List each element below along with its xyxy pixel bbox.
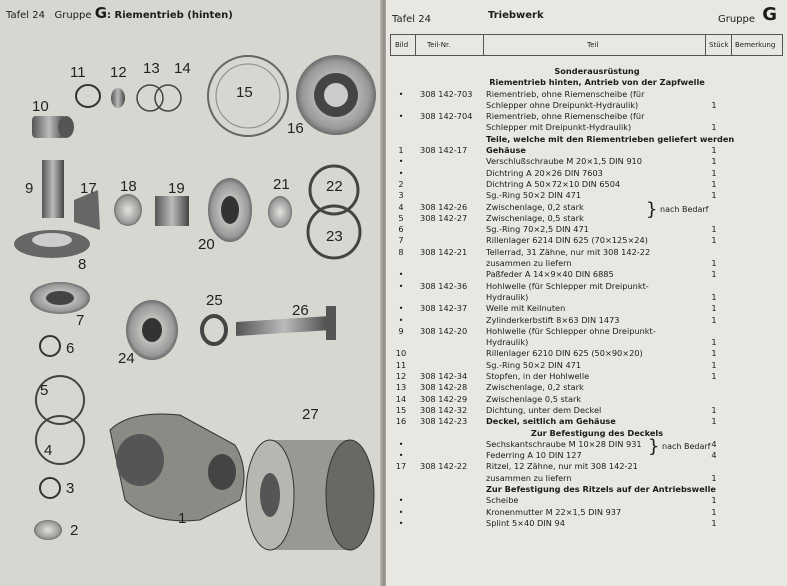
row-teil-nr: 308 142-20 <box>420 325 468 336</box>
row-teil-nr: 308 142-703 <box>420 88 473 99</box>
table-row <box>386 303 787 314</box>
callout-20: 20 <box>198 236 215 253</box>
illustration-page <box>0 0 382 586</box>
part-19-sleeve <box>155 196 189 226</box>
row-teil-nr: 308 142-22 <box>420 461 468 472</box>
row-description: Splint 5×40 DIN 94 <box>486 517 565 528</box>
row-stueck: 1 <box>711 235 717 246</box>
row-teil-nr: 308 142-32 <box>420 404 468 415</box>
row-description: Rillenlager 6214 DIN 625 (70×125×24) <box>486 235 648 246</box>
part-16-cover <box>296 55 376 135</box>
table-row <box>386 450 787 461</box>
row-bild: • <box>398 269 404 280</box>
row-description: Ritzel, 12 Zähne, nur mit 308 142-21 <box>486 461 638 472</box>
row-description: Riementrieb, ohne Riemenscheibe (für <box>486 111 645 122</box>
callout-26: 26 <box>292 302 309 319</box>
row-bild: • <box>398 314 404 325</box>
row-bild: • <box>398 88 404 99</box>
callout-2: 2 <box>70 522 79 539</box>
col-bild: Bild <box>395 41 409 49</box>
row-description: Dichtring A 50×72×10 DIN 6504 <box>486 178 621 189</box>
callout-12: 12 <box>110 64 127 81</box>
col-bemerkung: Bemerkung <box>735 41 776 49</box>
table-row <box>386 111 787 122</box>
row-description: Zwischenlage 0,5 stark <box>486 393 582 404</box>
row-description: zusammen zu liefern <box>486 258 572 269</box>
part-13-14-shims <box>137 85 181 111</box>
row-description: Hydraulik) <box>486 291 529 302</box>
row-teil-nr: 308 142-23 <box>420 416 468 427</box>
row-stueck: 4 <box>711 450 717 461</box>
brace-note-2: } nach Bedarf <box>648 436 711 457</box>
callout-3: 3 <box>66 480 75 497</box>
table-row <box>386 190 787 201</box>
gruppe-label: Gruppe <box>54 10 92 21</box>
row-bild: 12 <box>395 371 407 382</box>
table-row <box>386 315 787 326</box>
callout-5: 5 <box>40 382 49 399</box>
row-stueck: 1 <box>711 178 717 189</box>
row-description: Federring A 10 DIN 127 <box>486 450 582 461</box>
callout-4: 4 <box>44 442 53 459</box>
row-description: Teile, welche mit den Riementrieben geliefert werden <box>486 133 735 144</box>
table-row <box>386 258 787 269</box>
row-stueck: 1 <box>711 167 717 178</box>
row-teil-nr: 308 142-34 <box>420 371 468 382</box>
row-description: zusammen zu liefern <box>486 472 572 483</box>
row-bild: 10 <box>395 348 407 359</box>
row-description: Dichtring A 20×26 DIN 7603 <box>486 167 603 178</box>
table-row <box>386 348 787 359</box>
row-bild: • <box>398 450 404 461</box>
parts-list-page <box>386 0 787 586</box>
row-bild: 11 <box>395 359 407 370</box>
table-row <box>386 495 787 506</box>
row-stueck: 1 <box>711 122 717 133</box>
row-bild: • <box>398 303 404 314</box>
row-bild: 14 <box>395 393 407 404</box>
row-description: Riementrieb hinten, Antrieb von der Zapfwelle <box>489 77 705 88</box>
table-row <box>386 326 787 337</box>
row-description: Verschlußschraube M 20×1,5 DIN 910 <box>486 156 642 167</box>
table-row <box>386 461 787 472</box>
callout-6: 6 <box>66 340 75 357</box>
callout-19: 19 <box>168 180 185 197</box>
row-description: Hydraulik) <box>486 337 529 348</box>
row-description: Zwischenlage, 0,2 stark <box>486 382 584 393</box>
row-description: Tellerrad, 31 Zähne, nur mit 308 142-22 <box>486 246 651 257</box>
callout-9: 9 <box>25 180 34 197</box>
row-description: Schlepper mit Dreipunkt-Hydraulik) <box>486 122 632 133</box>
part-26-splined-shaft <box>236 306 336 340</box>
col-stueck: Stück <box>709 41 729 49</box>
table-row <box>386 179 787 190</box>
brace-note-1: } nach Bedarf <box>646 199 709 220</box>
table-row <box>386 247 787 258</box>
table-row <box>386 224 787 235</box>
callout-7: 7 <box>76 312 85 329</box>
exploded-parts-drawing <box>0 0 382 586</box>
callout-17: 17 <box>80 180 97 197</box>
left-page-title: : Riementrieb (hinten) <box>107 10 233 21</box>
table-row <box>386 405 787 416</box>
row-teil-nr: 308 142-21 <box>420 246 468 257</box>
row-bild: 4 <box>398 201 404 212</box>
callout-27: 27 <box>302 406 319 423</box>
table-row <box>386 473 787 484</box>
row-stueck: 1 <box>711 371 717 382</box>
row-bild: • <box>398 156 404 167</box>
table-row <box>386 156 787 167</box>
row-teil-nr: 308 142-17 <box>420 145 468 156</box>
row-description: Kronenmutter M 22×1,5 DIN 937 <box>486 506 622 517</box>
col-teil: Teil <box>587 41 599 49</box>
row-teil-nr: 308 142-36 <box>420 280 468 291</box>
row-bild: • <box>398 495 404 506</box>
section-heading <box>386 134 787 145</box>
callout-14: 14 <box>174 60 191 77</box>
table-row <box>386 235 787 246</box>
row-description: Deckel, seitlich am Gehäuse <box>486 416 616 427</box>
table-row <box>386 518 787 529</box>
row-stueck: 4 <box>711 438 717 449</box>
part-20-flange <box>208 178 252 242</box>
table-row <box>386 281 787 292</box>
table-row <box>386 292 787 303</box>
section-heading <box>386 484 787 495</box>
row-bild: 17 <box>395 461 407 472</box>
table-row <box>386 382 787 393</box>
row-stueck: 1 <box>711 258 717 269</box>
part-6-snap-ring <box>40 336 60 356</box>
row-bild: 3 <box>398 190 404 201</box>
row-bild: 9 <box>398 325 404 336</box>
section-heading <box>386 66 787 77</box>
row-bild: • <box>398 111 404 122</box>
row-description: Sechskantschraube M 10×28 DIN 931 <box>486 438 642 449</box>
row-description: Gehäuse <box>486 145 526 156</box>
row-stueck: 1 <box>711 314 717 325</box>
row-description: Sg.-Ring 50×2 DIN 471 <box>486 359 582 370</box>
row-description: Paßfeder A 14×9×40 DIN 6885 <box>486 269 614 280</box>
part-18-bearing <box>114 194 142 226</box>
row-stueck: 1 <box>711 495 717 506</box>
row-description: Riementrieb, ohne Riemenscheibe (für <box>486 88 645 99</box>
parts-table-body <box>386 66 787 529</box>
row-bild: • <box>398 506 404 517</box>
table-row <box>386 360 787 371</box>
table-row <box>386 202 787 213</box>
row-description: Schlepper ohne Dreipunkt-Hydraulik) <box>486 99 639 110</box>
row-bild: 13 <box>395 382 407 393</box>
row-bild: 6 <box>398 224 404 235</box>
row-teil-nr: 308 142-26 <box>420 201 468 212</box>
row-bild: • <box>398 438 404 449</box>
part-3-snap-ring <box>40 478 60 498</box>
row-stueck: 1 <box>711 99 717 110</box>
row-description: Welle mit Keilnuten <box>486 303 566 314</box>
table-row <box>386 337 787 348</box>
table-row <box>386 100 787 111</box>
callout-15: 15 <box>236 84 253 101</box>
right-page-title: Triebwerk <box>488 10 544 21</box>
row-description: Zur Befestigung des Deckels <box>530 427 664 438</box>
table-row <box>386 89 787 100</box>
row-stueck: 1 <box>711 190 717 201</box>
row-teil-nr: 308 142-28 <box>420 382 468 393</box>
callout-1: 1 <box>178 510 187 527</box>
row-bild: 2 <box>398 178 404 189</box>
row-stueck: 1 <box>711 472 717 483</box>
row-description: Zur Befestigung des Ritzels auf der Antriebswelle <box>486 483 716 494</box>
row-bild: 15 <box>395 404 407 415</box>
table-row <box>386 145 787 156</box>
callout-10: 10 <box>32 98 49 115</box>
row-bild: • <box>398 167 404 178</box>
row-bild: 1 <box>398 145 404 156</box>
table-row <box>386 213 787 224</box>
part-12-plug <box>111 88 125 108</box>
row-bild: • <box>398 517 404 528</box>
gruppe-letter: G <box>762 4 777 25</box>
part-2-seal <box>34 520 62 540</box>
table-row <box>386 394 787 405</box>
table-row <box>386 269 787 280</box>
row-description: Sg.-Ring 50×2 DIN 471 <box>486 190 582 201</box>
row-stueck: 1 <box>711 348 717 359</box>
row-teil-nr: 308 142-704 <box>420 111 473 122</box>
part-8-crown-gear <box>14 230 90 258</box>
callout-11: 11 <box>70 64 86 81</box>
part-21-bearing <box>268 196 292 228</box>
table-row <box>386 416 787 427</box>
row-description: Hohlwelle (für Schlepper mit Dreipunkt- <box>486 280 649 291</box>
tafel-label: Tafel 24 <box>392 14 431 25</box>
callout-24: 24 <box>118 350 135 367</box>
table-row <box>386 122 787 133</box>
row-description: Zylinderkerbstift 8×63 DIN 1473 <box>486 314 620 325</box>
part-25-ring <box>202 316 226 344</box>
table-row <box>386 371 787 382</box>
row-stueck: 1 <box>711 145 717 156</box>
row-stueck: 1 <box>711 337 717 348</box>
row-stueck: 1 <box>711 404 717 415</box>
row-description: Sg.-Ring 70×2,5 DIN 471 <box>486 224 589 235</box>
row-bild: 8 <box>398 246 404 257</box>
row-description: Hohlwelle (für Schlepper ohne Dreipunkt- <box>486 325 656 336</box>
section-heading <box>386 428 787 439</box>
row-description: Scheibe <box>486 495 519 506</box>
row-stueck: 1 <box>711 506 717 517</box>
table-header <box>390 34 783 56</box>
row-stueck: 1 <box>711 303 717 314</box>
callout-16: 16 <box>287 120 304 137</box>
callout-13: 13 <box>143 60 160 77</box>
row-teil-nr: 308 142-37 <box>420 303 468 314</box>
row-teil-nr: 308 142-29 <box>420 393 468 404</box>
row-stueck: 1 <box>711 517 717 528</box>
row-stueck: 1 <box>711 269 717 280</box>
row-stueck: 1 <box>711 359 717 370</box>
table-row <box>386 507 787 518</box>
callout-23: 23 <box>326 228 343 245</box>
section-heading <box>386 77 787 88</box>
row-bild: • <box>398 280 404 291</box>
part-1-housing <box>110 414 244 521</box>
gruppe-label: Gruppe <box>717 14 755 25</box>
row-stueck: 1 <box>711 224 717 235</box>
row-description: Stopfen, in der Hohlwelle <box>486 371 590 382</box>
row-description: Zwischenlage, 0,2 stark <box>486 201 584 212</box>
right-page-header <box>392 4 779 26</box>
callout-8: 8 <box>78 256 87 273</box>
row-bild: 5 <box>398 212 404 223</box>
row-stueck: 1 <box>711 416 717 427</box>
table-row <box>386 168 787 179</box>
row-teil-nr: 308 142-27 <box>420 212 468 223</box>
part-9-hollow-shaft <box>42 160 64 218</box>
row-stueck: 1 <box>711 291 717 302</box>
row-description: Rillenlager 6210 DIN 625 (50×90×20) <box>486 348 643 359</box>
callout-21: 21 <box>273 176 290 193</box>
callout-25: 25 <box>206 292 223 309</box>
row-description: Sonderausrüstung <box>554 66 640 76</box>
table-row <box>386 439 787 450</box>
col-teil-nr: Teil-Nr. <box>427 41 451 49</box>
row-bild: 7 <box>398 235 404 246</box>
callout-22: 22 <box>326 178 343 195</box>
row-bild: 16 <box>395 416 407 427</box>
part-10-bearing <box>32 116 74 138</box>
row-stueck: 1 <box>711 156 717 167</box>
row-description: Zwischenlage, 0,5 stark <box>486 212 584 223</box>
tafel-label: Tafel 24 <box>6 10 45 21</box>
gruppe-letter: G <box>94 4 108 22</box>
part-11-snap-ring <box>76 85 100 107</box>
row-description: Dichtung, unter dem Deckel <box>486 404 602 415</box>
part-7-bearing <box>30 282 90 314</box>
part-27-belt-pulley <box>246 440 374 550</box>
callout-18: 18 <box>120 178 137 195</box>
